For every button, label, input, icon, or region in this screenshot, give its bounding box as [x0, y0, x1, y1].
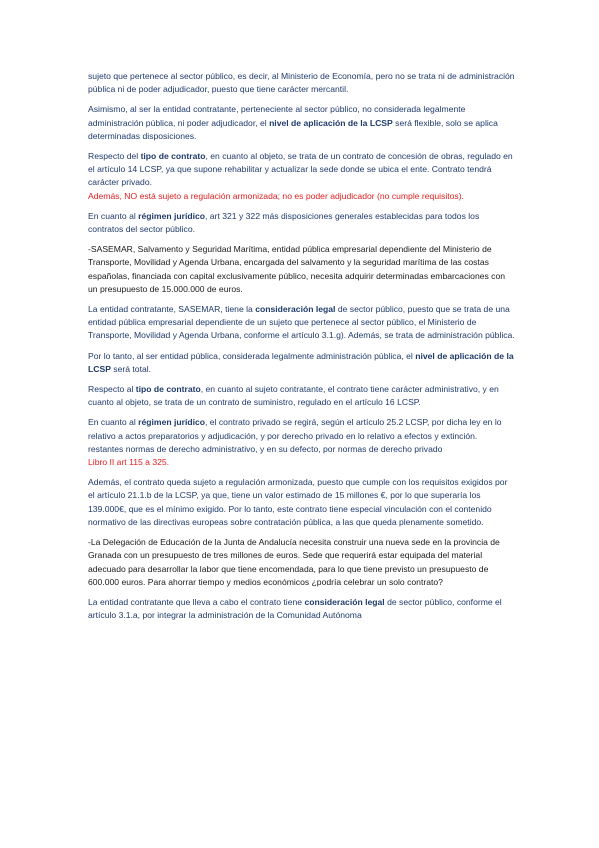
paragraph — [88, 416, 515, 469]
paragraph — [88, 383, 515, 409]
text-segment: , art 321 y 322 más disposiciones generales establecidas para todos los contratos del sector público. — [88, 210, 480, 235]
paragraph — [88, 210, 515, 236]
bold-term: tipo de contrato — [140, 151, 206, 162]
bold-term: consideración legal — [255, 304, 336, 315]
bold-term: régimen jurídico — [138, 417, 206, 428]
paragraph — [88, 150, 515, 203]
text-segment: La entidad contratante que lleva a cabo el contrato tiene — [88, 596, 305, 607]
red-annotation: Además, NO está sujeto a regulación armonizada; no es poder adjudicador (no cumple requisitos). — [88, 190, 464, 201]
text-segment: En cuanto al — [88, 417, 139, 428]
paragraph — [88, 70, 515, 96]
paragraph — [88, 476, 515, 529]
text-segment: Respecto del — [88, 151, 141, 162]
text-segment: de sector público, puesto que se trata de una entidad pública empresarial dependiente de un sujeto que pertenece al sector público, el Ministerio de Transporte, Movilidad y Agenda Urbana, conforme el artículo 3.1.g). Además, se trata de administración pública. — [88, 304, 515, 341]
text-segment: Respecto al — [88, 384, 136, 395]
document-body — [88, 70, 515, 629]
text-segment: La entidad contratante, SASEMAR, tiene la — [88, 304, 256, 315]
text-segment: será total. — [110, 363, 152, 374]
text-segment: -La Delegación de Educación de la Junta de Andalucía necesita construir una nueva sede en la provincia de Granada con un presupuesto de tres millones de euros. Sede que requerirá estar equipada del material adecuado para desarrollar la labor que tiene encomendada, para lo que tiene previsto un presupuesto de 600.000 euros. Para ahorrar tiempo y medios económicos ¿podría celebrar un solo contrato? — [88, 537, 500, 587]
text-segment: En cuanto al — [88, 210, 139, 221]
bold-term: régimen jurídico — [138, 210, 206, 221]
text-segment: Asimismo, al ser la entidad contratante, perteneciente al sector público, no considerada legalmente administración pública, ni poder adjudicador, el — [88, 104, 466, 128]
text-segment: sujeto que pertenece al sector público, es decir, al Ministerio de Economía, pero no se trata ni de administración pública ni de poder adjudicador, puesto que tiene carácter mercantil. — [88, 71, 515, 95]
text-segment: Además, el contrato queda sujeto a regulación armonizada, puesto que cumple con los requisitos exigidos por el artículo 21.1.b de la LCSP, ya que, tiene un valor estimado de 15 millones €, por lo que superaría los 139.000€, que es el mínimo exigido. Por lo tanto, este contrato tiene especial vinculación con el contenido normativo de las directivas europeas sobre contratación pública, a las que queda plenamente sometido. — [88, 477, 508, 527]
text-segment: de sector público, conforme el artículo 3.1.a, por integrar la administración de la Comunidad Autónoma — [88, 596, 502, 621]
bold-term: nivel de aplicación de la LCSP — [269, 117, 393, 128]
paragraph — [88, 536, 515, 589]
paragraph — [88, 103, 515, 143]
text-segment: -SASEMAR, Salvamento y Seguridad Marítima, entidad pública empresarial dependiente del Ministerio de Transporte, Movilidad y Agenda Urbana, encargada del salvamento y la seguridad marítima de las costas españolas, financiada con capital exclusivamente público, necesita adquirir determinadas embarcaciones con un presupuesto de 15.000.000 de euros. — [88, 244, 506, 294]
text-segment: , el contrato privado se regirá, según el artículo 25.2 LCSP, por dicha ley en lo relativo a actos preparatorios y adjudicación, y por derecho privado en lo relativo a efectos y extinción. restantes normas de derecho administrativo, y en su defecto, por normas de derecho privado — [88, 417, 502, 454]
text-segment: será flexible, solo se aplica determinadas disposiciones. — [88, 117, 498, 141]
bold-term: tipo de contrato — [135, 384, 201, 395]
text-segment: Por lo tanto, al ser entidad pública, considerada legalmente administración pública, el — [88, 350, 416, 361]
bold-term: nivel de aplicación de la LCSP — [88, 350, 514, 374]
text-segment: , en cuanto al objeto, se trata de un contrato de concesión de obras, regulado en el artículo 14 LCSP, ya que supone rehabilitar y actualizar la sede donde se ubica el ente. Contrato tendrá carácter privado. — [88, 151, 513, 188]
paragraph — [88, 243, 515, 296]
paragraph — [88, 596, 515, 622]
red-annotation: Libro II art 115 a 325. — [88, 457, 170, 468]
bold-term: consideración legal — [304, 596, 385, 607]
text-segment: , en cuanto al sujeto contratante, el contrato tiene carácter administrativo, y en cuanto al objeto, se trata de un contrato de suministro, regulado en el artículo 16 LCSP. — [88, 384, 499, 408]
paragraph — [88, 303, 515, 343]
paragraph — [88, 350, 515, 376]
